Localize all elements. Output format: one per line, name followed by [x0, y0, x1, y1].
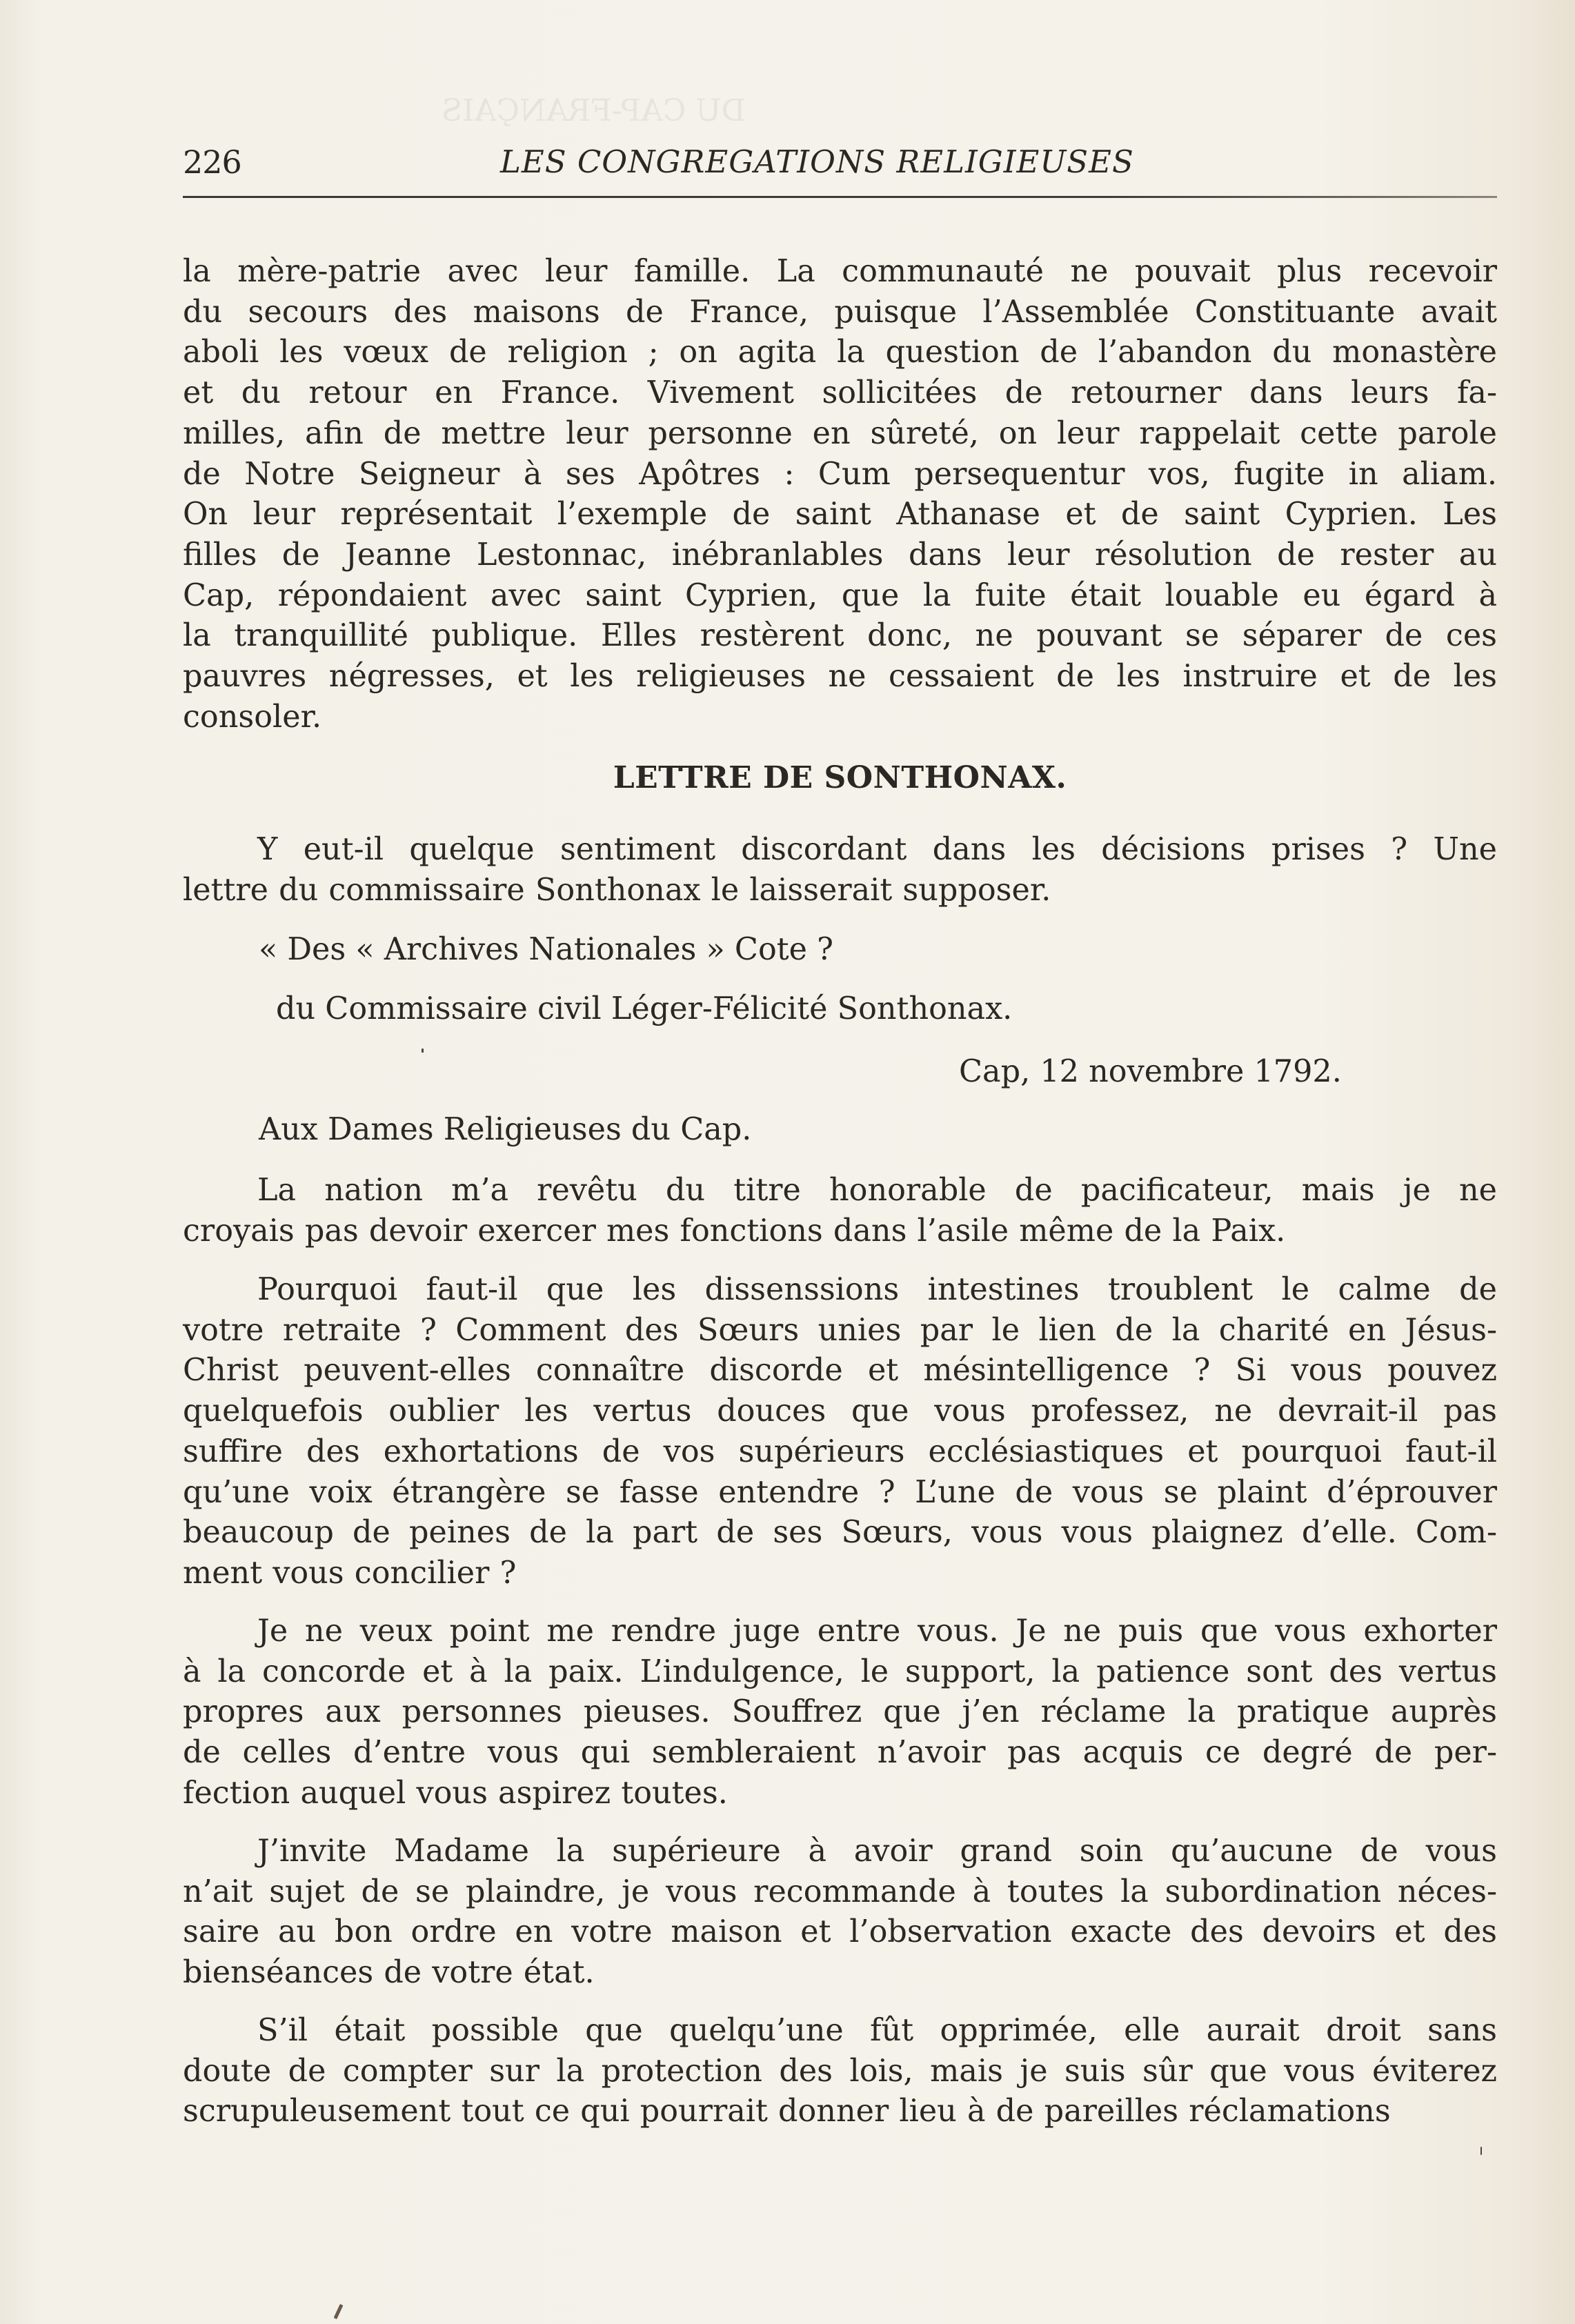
text-line: ment vous concilier ? [183, 1555, 517, 1591]
text-line: du secours des maisons de France, puisque l’Assemblée Constituante avait [183, 294, 1497, 330]
text-line: à la concorde et à la paix. L’indulgence, le support, la patience sont des vertus [183, 1653, 1497, 1689]
running-title: LES CONGREGATIONS RELIGIEUSES [500, 143, 1134, 180]
text-line: de Notre Seigneur à ses Apôtres : Cum persequentur vos, fugite in aliam. [183, 456, 1497, 492]
text-line: croyais pas devoir exercer mes fonctions dans l’asile même de la Paix. [183, 1213, 1286, 1249]
text-line: filles de Jeanne Lestonnac, inébranlables dans leur résolution de rester au [183, 537, 1497, 573]
text-line: votre retraite ? Comment des Sœurs unies par le lien de la charité en Jésus- [183, 1312, 1497, 1348]
ink-speck [422, 1049, 424, 1053]
text-line: S’il était possible que quelqu’une fût opprimée, elle aurait droit sans [257, 2013, 1497, 2048]
text-line: Je ne veux point me rendre juge entre vous. Je ne puis que vous exhorter [257, 1613, 1497, 1649]
show-through-text: DU CAP-FRANÇAIS [442, 93, 746, 128]
section-heading: LETTRE DE SONTHONAX. [613, 760, 1067, 795]
text-line: bienséances de votre état. [183, 1955, 595, 1991]
text-line: pauvres négresses, et les religieuses ne cessaient de les instruire et de les [183, 659, 1497, 695]
letter-addressee: Aux Dames Religieuses du Cap. [259, 1112, 752, 1147]
text-line: consoler. [183, 699, 322, 735]
text-line: fection auquel vous aspirez toutes. [183, 1775, 728, 1811]
text-line: saire au bon ordre en votre maison et l’observation exacte des devoirs et des [183, 1914, 1497, 1950]
text-line: et du retour en France. Vivement sollicitées de retourner dans leurs fa- [183, 375, 1497, 411]
letter-paragraph [183, 2011, 1497, 2132]
text-line: quelquefois oublier les vertus douces que vous professez, ne devrait-il pas [183, 1393, 1497, 1429]
text-line: la mère-patrie avec leur famille. La communauté ne pouvait plus recevoir [183, 254, 1497, 289]
text-line: scrupuleusement tout ce qui pourrait donner lieu à de pareilles réclamations [183, 2094, 1391, 2129]
text-line: Cap, répondaient avec saint Cyprien, que la fuite était louable eu égard à [183, 577, 1497, 613]
header-rule [183, 196, 1497, 198]
letter-paragraph [183, 1831, 1497, 1994]
letter-from-line: du Commissaire civil Léger-Félicité Sonthonax. [276, 991, 1013, 1026]
letter-date: Cap, 12 novembre 1792. [959, 1054, 1342, 1089]
text-line: doute de compter sur la protection des lois, mais je suis sûr que vous éviterez [183, 2053, 1497, 2089]
intro-paragraph [183, 252, 1497, 737]
text-line: milles, afin de mettre leur personne en sûreté, on leur rappelait cette parole [183, 415, 1497, 451]
text-line: suffire des exhortations de vos supérieurs ecclésiastiques et pourquoi faut-il [183, 1433, 1497, 1469]
text-line: la tranquillité publique. Elles restèrent donc, ne pouvant se séparer de ces [183, 618, 1497, 654]
ink-speck [1480, 2147, 1482, 2155]
page-number: 226 [183, 143, 241, 181]
text-line: Y eut-il quelque sentiment discordant dans les décisions prises ? Une [257, 832, 1497, 867]
running-header [183, 141, 1497, 190]
text-line: lettre du commissaire Sonthonax le laisserait supposer. [183, 872, 1051, 908]
text-line: La nation m’a revêtu du titre honorable de pacificateur, mais je ne [257, 1173, 1497, 1208]
text-line: Christ peuvent-elles connaître discorde et mésintelligence ? Si vous pouvez [183, 1353, 1497, 1389]
text-line: propres aux personnes pieuses. Souffrez que j’en réclame la pratique auprès [183, 1694, 1497, 1730]
text-line: de celles d’entre vous qui sembleraient n’avoir pas acquis ce degré de per- [183, 1735, 1497, 1771]
text-line: aboli les vœux de religion ; on agita la question de l’abandon du monastère [183, 335, 1497, 370]
letter-paragraph [183, 1270, 1497, 1594]
text-line: On leur représentait l’exemple de saint Athanase et de saint Cyprien. Les [183, 497, 1497, 533]
text-line: J’invite Madame la supérieure à avoir grand soin qu’aucune de vous [257, 1834, 1497, 1869]
letter-paragraph [183, 1171, 1497, 1251]
ink-speck [334, 2304, 344, 2319]
lead-paragraph [183, 830, 1497, 911]
letter-paragraph [183, 1611, 1497, 1814]
text-line: n’ait sujet de se plaindre, je vous recommande à toutes la subordination néces- [183, 1874, 1497, 1909]
text-line: Pourquoi faut-il que les dissenssions intestines troublent le calme de [257, 1272, 1497, 1307]
archive-reference: « Des « Archives Nationales » Cote ? [259, 932, 833, 967]
text-line: beaucoup de peines de la part de ses Sœurs, vous vous plaignez d’elle. Com- [183, 1515, 1497, 1551]
text-line: qu’une voix étrangère se fasse entendre ? L’une de vous se plaint d’éprouver [183, 1474, 1497, 1510]
